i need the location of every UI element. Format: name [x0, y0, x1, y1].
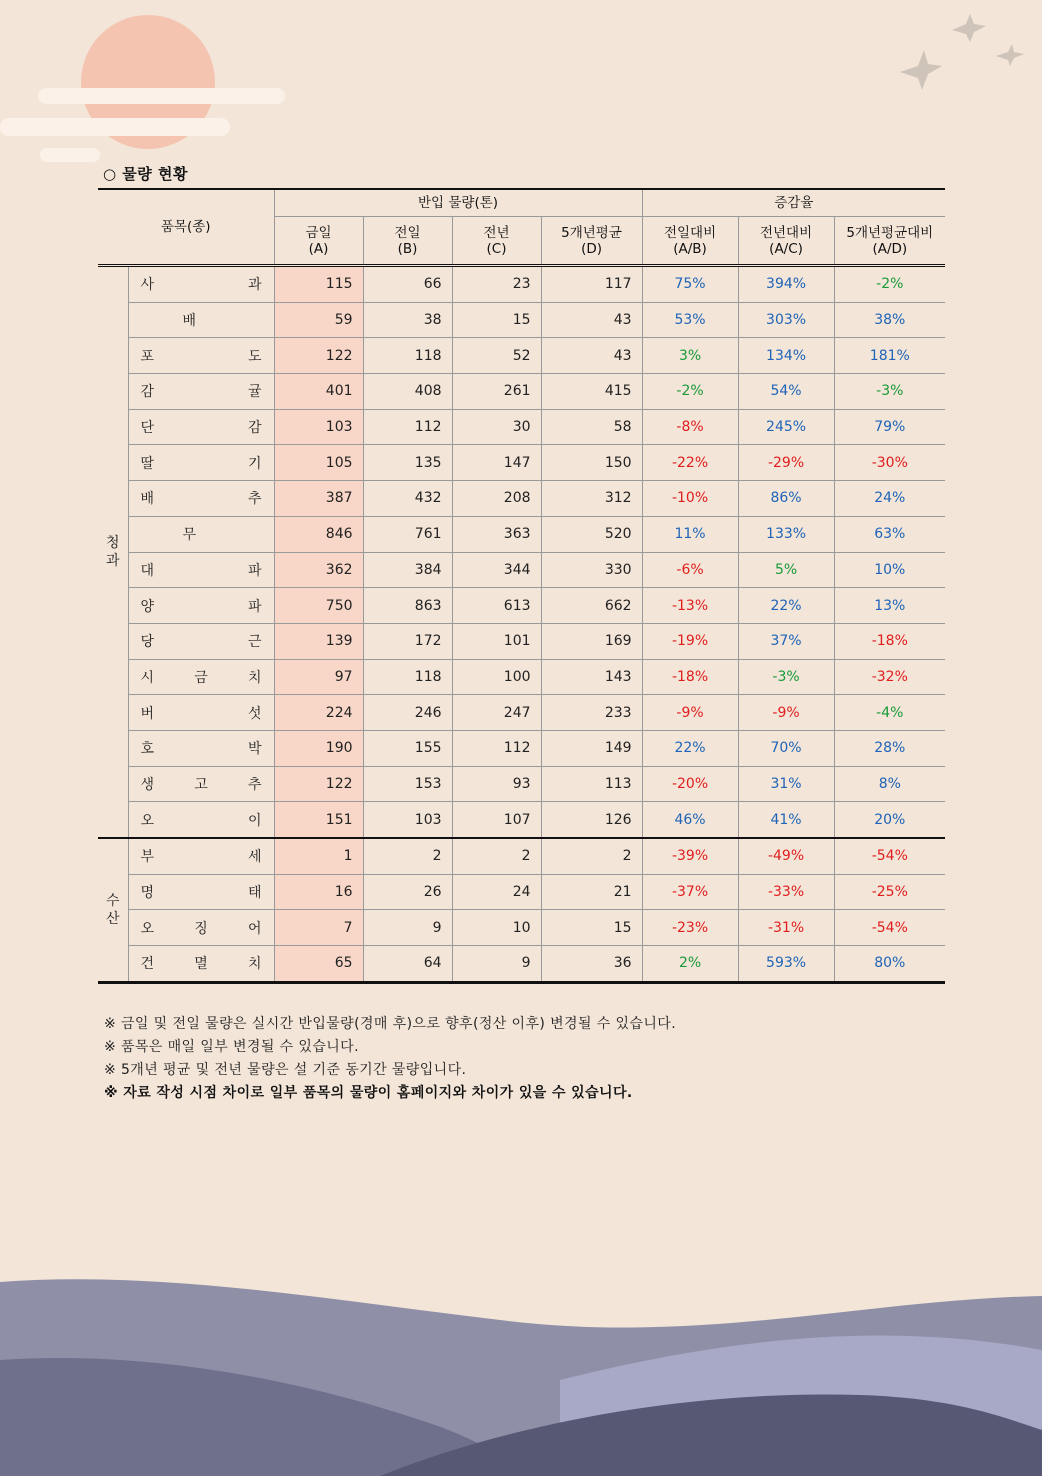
item-name-char: 고 — [194, 776, 208, 793]
five-year-avg-volume: 233 — [541, 695, 642, 731]
five-year-avg-volume: 143 — [541, 659, 642, 695]
five-year-avg-volume: 43 — [541, 302, 642, 338]
column-header-title: 전년 — [483, 224, 510, 241]
prev-day-volume: 2 — [363, 838, 452, 874]
table-row — [98, 695, 945, 731]
notes — [104, 1013, 676, 1105]
five-year-avg-volume: 662 — [541, 588, 642, 624]
table-row — [98, 659, 945, 695]
item-name — [128, 623, 274, 659]
prev-day-volume: 153 — [363, 766, 452, 802]
item-name-char: 기 — [247, 455, 262, 472]
vs-five-year-rate: 38% — [834, 302, 945, 338]
vs-prev-day-rate: 75% — [642, 266, 738, 303]
today-volume: 139 — [274, 623, 363, 659]
vs-five-year-rate: -18% — [834, 623, 945, 659]
column-header — [363, 217, 452, 266]
column-header-title: 전일대비 — [663, 224, 717, 241]
group-label — [98, 838, 128, 982]
five-year-avg-volume: 117 — [541, 266, 642, 303]
item-name — [128, 445, 274, 481]
today-volume: 97 — [274, 659, 363, 695]
cloud-decoration — [0, 88, 285, 162]
vs-prev-year-rate: -3% — [738, 659, 834, 695]
vs-five-year-rate: 28% — [834, 730, 945, 766]
five-year-avg-volume: 43 — [541, 338, 642, 374]
vs-prev-day-rate: -18% — [642, 659, 738, 695]
vs-prev-day-rate: -22% — [642, 445, 738, 481]
item-name-char: 당 — [140, 634, 155, 651]
vs-five-year-rate: 80% — [834, 946, 945, 983]
column-header — [452, 217, 541, 266]
table-row — [98, 338, 945, 374]
item-name-char: 사 — [140, 277, 155, 294]
prev-year-volume: 247 — [452, 695, 541, 731]
note-3: ※ 5개년 평균 및 전년 물량은 설 기준 동기간 물량입니다. — [104, 1062, 467, 1078]
vs-prev-year-rate: 86% — [738, 481, 834, 517]
five-year-avg-volume: 2 — [541, 838, 642, 874]
item-name — [128, 802, 274, 838]
today-volume: 115 — [274, 266, 363, 303]
prev-year-volume: 261 — [452, 374, 541, 410]
prev-year-volume: 613 — [452, 588, 541, 624]
table-row — [98, 481, 945, 517]
item-name — [128, 838, 274, 874]
section-title: ○ 물량 현황 — [103, 165, 188, 183]
group-label-char: 과 — [105, 553, 120, 569]
item-name-char: 근 — [247, 634, 262, 651]
vs-five-year-rate: -4% — [834, 695, 945, 731]
five-year-avg-volume: 21 — [541, 874, 642, 910]
prev-day-volume: 64 — [363, 946, 452, 983]
column-header-code: (A/C) — [769, 240, 803, 257]
note-2: ※ 품목은 매일 일부 변경될 수 있습니다. — [104, 1039, 359, 1055]
column-header-title: 5개년평균 — [561, 224, 622, 241]
birds-decoration — [900, 14, 1024, 90]
prev-year-volume: 52 — [452, 338, 541, 374]
prev-day-volume: 246 — [363, 695, 452, 731]
five-year-avg-volume: 150 — [541, 445, 642, 481]
item-name-char: 감 — [247, 420, 262, 437]
item-name-char: 파 — [247, 598, 262, 615]
prev-year-volume: 30 — [452, 409, 541, 445]
column-header-code: (B) — [397, 240, 418, 257]
vs-prev-year-rate: 5% — [738, 552, 834, 588]
vs-prev-day-rate: 53% — [642, 302, 738, 338]
item-name-char: 파 — [247, 562, 262, 579]
today-volume: 224 — [274, 695, 363, 731]
table-row — [98, 588, 945, 624]
vs-five-year-rate: 181% — [834, 338, 945, 374]
table-row — [98, 302, 945, 338]
today-volume: 190 — [274, 730, 363, 766]
vs-prev-year-rate: 70% — [738, 730, 834, 766]
item-name-char: 포 — [140, 348, 155, 365]
vs-five-year-rate: 13% — [834, 588, 945, 624]
item-name-char: 치 — [247, 956, 262, 973]
item-name-char: 섯 — [247, 705, 262, 722]
table-row — [98, 874, 945, 910]
column-header-code: (D) — [581, 240, 602, 257]
vs-prev-year-rate: 54% — [738, 374, 834, 410]
column-header-title: 금일 — [305, 224, 332, 241]
item-name-char: 감 — [140, 384, 155, 401]
today-volume: 65 — [274, 946, 363, 983]
today-volume: 122 — [274, 766, 363, 802]
item-name-char: 호 — [140, 741, 155, 758]
vs-five-year-rate: -25% — [834, 874, 945, 910]
note-4: ※ 자료 작성 시점 차이로 일부 품목의 물량이 홈페이지와 차이가 있을 수 있습니다. — [104, 1085, 633, 1101]
vs-five-year-rate: -3% — [834, 374, 945, 410]
table-row — [98, 516, 945, 552]
item-name — [128, 910, 274, 946]
vs-prev-day-rate: -19% — [642, 623, 738, 659]
prev-day-volume: 118 — [363, 659, 452, 695]
vs-prev-year-rate: 593% — [738, 946, 834, 983]
today-volume: 122 — [274, 338, 363, 374]
item-name-char: 치 — [247, 669, 262, 686]
column-header — [642, 217, 738, 266]
item-name — [128, 409, 274, 445]
column-header-code: (A/B) — [673, 240, 707, 257]
vs-prev-year-rate: 22% — [738, 588, 834, 624]
item-name — [128, 266, 274, 303]
prev-year-volume: 15 — [452, 302, 541, 338]
vs-prev-day-rate: -8% — [642, 409, 738, 445]
prev-day-volume: 118 — [363, 338, 452, 374]
vs-prev-day-rate: 2% — [642, 946, 738, 983]
item-name — [128, 730, 274, 766]
item-name-char: 명 — [140, 885, 155, 902]
column-header-code: (A/D) — [872, 240, 908, 257]
vs-prev-year-rate: -33% — [738, 874, 834, 910]
item-header: 품목(종) — [98, 189, 274, 266]
vs-prev-year-rate: -29% — [738, 445, 834, 481]
volume-group-header: 반입 물량(톤) — [274, 189, 642, 217]
today-volume: 362 — [274, 552, 363, 588]
table-row — [98, 910, 945, 946]
today-volume: 750 — [274, 588, 363, 624]
vs-prev-day-rate: -20% — [642, 766, 738, 802]
five-year-avg-volume: 149 — [541, 730, 642, 766]
vs-five-year-rate: -54% — [834, 910, 945, 946]
item-name — [128, 946, 274, 983]
vs-five-year-rate: 24% — [834, 481, 945, 517]
prev-day-volume: 38 — [363, 302, 452, 338]
item-name-char: 세 — [247, 849, 262, 866]
column-header — [541, 217, 642, 266]
vs-prev-year-rate: 31% — [738, 766, 834, 802]
table-row — [98, 802, 945, 838]
item-name — [128, 302, 274, 338]
prev-year-volume: 147 — [452, 445, 541, 481]
vs-prev-year-rate: 394% — [738, 266, 834, 303]
item-name — [128, 695, 274, 731]
item-name-char: 추 — [247, 491, 262, 508]
column-header-code: (C) — [486, 240, 507, 257]
item-name-char: 추 — [247, 776, 262, 793]
group-label — [98, 266, 128, 839]
group-label-char: 수 — [105, 892, 120, 909]
five-year-avg-volume: 15 — [541, 910, 642, 946]
item-name-char: 단 — [140, 420, 155, 437]
prev-day-volume: 384 — [363, 552, 452, 588]
column-header — [274, 217, 363, 266]
vs-prev-day-rate: -39% — [642, 838, 738, 874]
item-name — [128, 588, 274, 624]
item-name — [128, 552, 274, 588]
column-header-title: 전일 — [394, 224, 421, 241]
table-row — [98, 374, 945, 410]
item-name-char: 박 — [247, 741, 262, 758]
five-year-avg-volume: 312 — [541, 481, 642, 517]
vs-prev-day-rate: -23% — [642, 910, 738, 946]
column-header-title: 전년대비 — [759, 224, 813, 241]
item-name — [128, 338, 274, 374]
prev-year-volume: 24 — [452, 874, 541, 910]
item-name-char: 무 — [182, 527, 197, 544]
today-volume: 151 — [274, 802, 363, 838]
five-year-avg-volume: 58 — [541, 409, 642, 445]
prev-year-volume: 93 — [452, 766, 541, 802]
vs-prev-day-rate: -6% — [642, 552, 738, 588]
column-header — [738, 217, 834, 266]
item-name-char: 귤 — [247, 384, 262, 401]
five-year-avg-volume: 520 — [541, 516, 642, 552]
today-volume: 401 — [274, 374, 363, 410]
item-name — [128, 516, 274, 552]
vs-prev-year-rate: -31% — [738, 910, 834, 946]
vs-prev-year-rate: 41% — [738, 802, 834, 838]
vs-prev-year-rate: -49% — [738, 838, 834, 874]
prev-year-volume: 9 — [452, 946, 541, 983]
item-name-char: 오 — [140, 812, 155, 829]
item-name-char: 이 — [247, 812, 262, 829]
volume-table-container — [98, 188, 945, 984]
item-name-char: 시 — [140, 669, 155, 686]
table-row — [98, 838, 945, 874]
item-name — [128, 374, 274, 410]
item-name-char: 과 — [247, 277, 262, 294]
item-name-char: 멸 — [194, 956, 208, 973]
vs-prev-day-rate: 3% — [642, 338, 738, 374]
vs-prev-day-rate: -9% — [642, 695, 738, 731]
prev-year-volume: 208 — [452, 481, 541, 517]
vs-prev-day-rate: -13% — [642, 588, 738, 624]
prev-day-volume: 155 — [363, 730, 452, 766]
today-volume: 1 — [274, 838, 363, 874]
item-name — [128, 874, 274, 910]
item-name-char: 버 — [140, 705, 155, 722]
vs-prev-year-rate: -9% — [738, 695, 834, 731]
item-name-char: 배 — [182, 313, 197, 330]
note-1: ※ 금일 및 전일 물량은 실시간 반입물량(경매 후)으로 향후(정산 이후) 변경될 수 있습니다. — [104, 1016, 677, 1032]
vs-prev-day-rate: -10% — [642, 481, 738, 517]
table-body — [98, 266, 945, 983]
today-volume: 59 — [274, 302, 363, 338]
prev-day-volume: 408 — [363, 374, 452, 410]
item-name — [128, 659, 274, 695]
today-volume: 103 — [274, 409, 363, 445]
group-label-char: 청 — [105, 535, 120, 551]
vs-five-year-rate: -32% — [834, 659, 945, 695]
prev-year-volume: 112 — [452, 730, 541, 766]
today-volume: 846 — [274, 516, 363, 552]
five-year-avg-volume: 415 — [541, 374, 642, 410]
vs-five-year-rate: 8% — [834, 766, 945, 802]
item-name-char: 태 — [247, 885, 262, 902]
group-label-char: 산 — [105, 910, 120, 927]
prev-day-volume: 66 — [363, 266, 452, 303]
table-row — [98, 946, 945, 983]
prev-year-volume: 10 — [452, 910, 541, 946]
vs-five-year-rate: -2% — [834, 266, 945, 303]
item-name-char: 대 — [140, 562, 155, 579]
prev-day-volume: 103 — [363, 802, 452, 838]
table-row — [98, 623, 945, 659]
table-row — [98, 266, 945, 303]
prev-day-volume: 172 — [363, 623, 452, 659]
prev-year-volume: 100 — [452, 659, 541, 695]
change-group-header: 증감율 — [642, 189, 945, 217]
vs-five-year-rate: 63% — [834, 516, 945, 552]
five-year-avg-volume: 126 — [541, 802, 642, 838]
prev-day-volume: 26 — [363, 874, 452, 910]
five-year-avg-volume: 113 — [541, 766, 642, 802]
item-name — [128, 766, 274, 802]
vs-five-year-rate: 79% — [834, 409, 945, 445]
vs-prev-year-rate: 245% — [738, 409, 834, 445]
vs-five-year-rate: 20% — [834, 802, 945, 838]
prev-year-volume: 101 — [452, 623, 541, 659]
prev-day-volume: 135 — [363, 445, 452, 481]
prev-day-volume: 432 — [363, 481, 452, 517]
today-volume: 16 — [274, 874, 363, 910]
vs-five-year-rate: -54% — [834, 838, 945, 874]
vs-five-year-rate: -30% — [834, 445, 945, 481]
vs-prev-day-rate: 22% — [642, 730, 738, 766]
item-name-char: 부 — [140, 849, 155, 866]
item-name-char: 금 — [194, 669, 208, 686]
volume-table — [98, 188, 945, 984]
today-volume: 7 — [274, 910, 363, 946]
item-name-char: 오 — [140, 920, 155, 937]
table-row — [98, 409, 945, 445]
item-name-char: 딸 — [140, 455, 155, 472]
five-year-avg-volume: 169 — [541, 623, 642, 659]
column-header — [834, 217, 945, 266]
today-volume: 105 — [274, 445, 363, 481]
prev-year-volume: 107 — [452, 802, 541, 838]
item-name-char: 양 — [140, 598, 155, 615]
prev-year-volume: 363 — [452, 516, 541, 552]
item-name-char: 생 — [140, 776, 155, 793]
vs-prev-day-rate: -37% — [642, 874, 738, 910]
table-row — [98, 766, 945, 802]
table-row — [98, 730, 945, 766]
vs-prev-day-rate: 46% — [642, 802, 738, 838]
item-name-char: 징 — [194, 920, 208, 937]
column-header-title: 5개년평균대비 — [846, 224, 934, 241]
item-name-char: 배 — [140, 491, 155, 508]
today-volume: 387 — [274, 481, 363, 517]
item-name-char: 도 — [247, 348, 262, 365]
table-row — [98, 552, 945, 588]
five-year-avg-volume: 36 — [541, 946, 642, 983]
item-name-char: 어 — [247, 920, 262, 937]
prev-year-volume: 23 — [452, 266, 541, 303]
vs-prev-day-rate: -2% — [642, 374, 738, 410]
prev-year-volume: 2 — [452, 838, 541, 874]
prev-year-volume: 344 — [452, 552, 541, 588]
column-header-code: (A) — [308, 240, 329, 257]
vs-prev-year-rate: 37% — [738, 623, 834, 659]
table-row — [98, 445, 945, 481]
prev-day-volume: 761 — [363, 516, 452, 552]
vs-prev-year-rate: 134% — [738, 338, 834, 374]
vs-prev-year-rate: 303% — [738, 302, 834, 338]
item-name-char: 건 — [140, 956, 155, 973]
item-name — [128, 481, 274, 517]
five-year-avg-volume: 330 — [541, 552, 642, 588]
vs-five-year-rate: 10% — [834, 552, 945, 588]
prev-day-volume: 9 — [363, 910, 452, 946]
vs-prev-day-rate: 11% — [642, 516, 738, 552]
prev-day-volume: 863 — [363, 588, 452, 624]
vs-prev-year-rate: 133% — [738, 516, 834, 552]
prev-day-volume: 112 — [363, 409, 452, 445]
